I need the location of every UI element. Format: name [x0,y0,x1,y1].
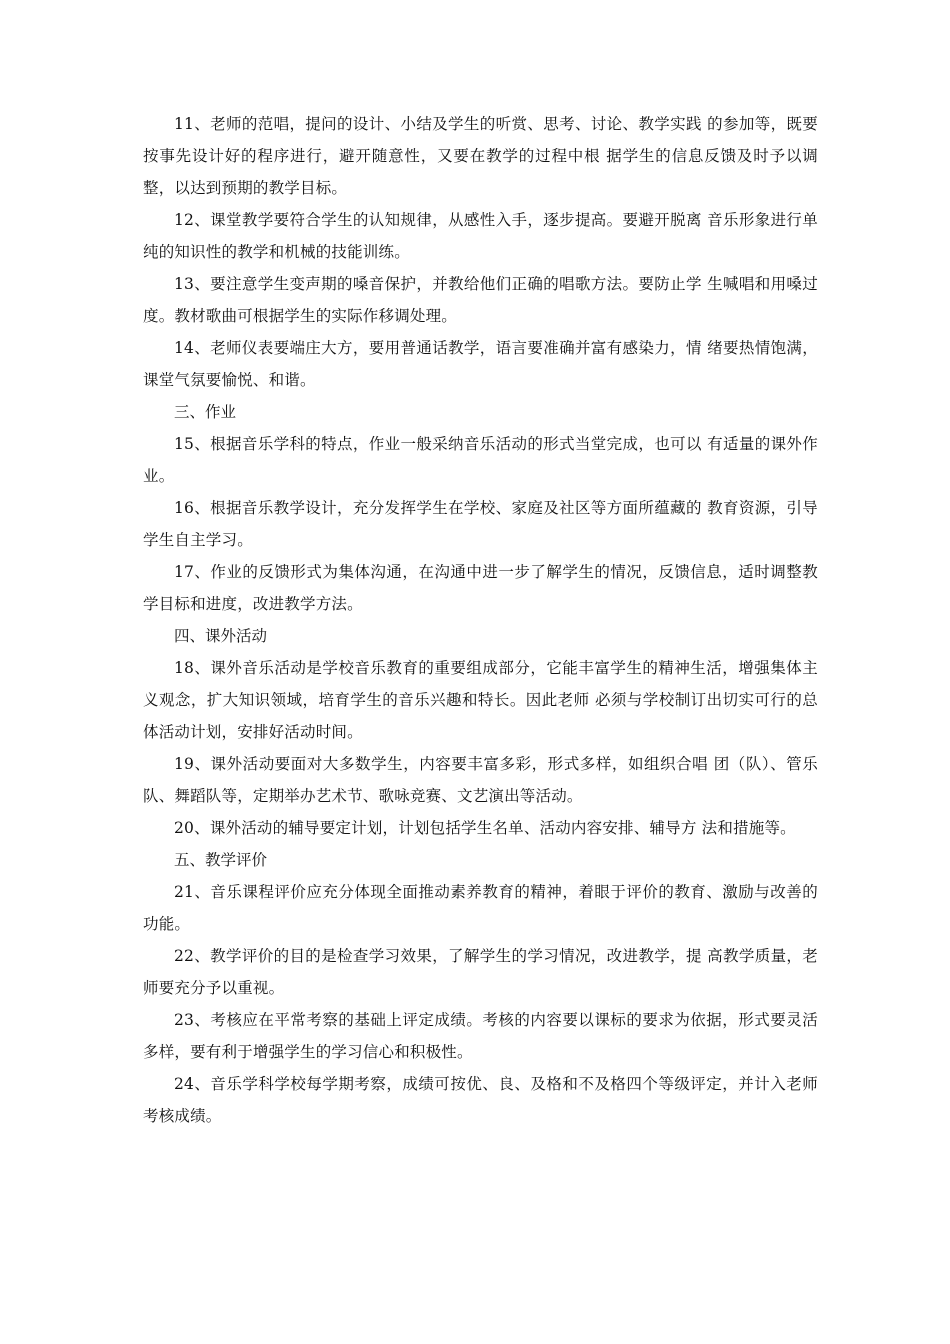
paragraph-24: 24、音乐学科学校每学期考察，成绩可按优、良、及格和不及格四个等级评定，并计入老师考核成绩。 [143,1075,818,1125]
paragraph-12: 12、课堂教学要符合学生的认知规律，从感性入手，逐步提高。要避开脱离 音乐形象进行单纯的知识性的教学和机械的技能训练。 [143,211,818,261]
paragraph-17: 17、作业的反馈形式为集体沟通，在沟通中进一步了解学生的情况，反馈信息，适时调整教学目标和进度，改进教学方法。 [143,563,818,613]
paragraph-11: 11、老师的范唱，提问的设计、小结及学生的听赏、思考、讨论、教学实践 的参加等，既要按事先设计好的程序进行，避开随意性，又要在教学的过程中根 据学生的信息反馈及时予以调整，以达到预期的教学目标。 [143,115,818,197]
paragraph-18: 18、课外音乐活动是学校音乐教育的重要组成部分，它能丰富学生的精神生活，增强集体主义观念，扩大知识领域，培育学生的音乐兴趣和特长。因此老师 必须与学校制订出切实可行的总体活动计划，安排好活动时间。 [143,659,818,741]
paragraph-21: 21、音乐课程评价应充分体现全面推动素养教育的精神，着眼于评价的教育、激励与改善的功能。 [143,883,818,933]
paragraph-16: 16、根据音乐教学设计，充分发挥学生在学校、家庭及社区等方面所蕴藏的 教育资源，引导学生自主学习。 [143,499,818,549]
paragraph-13: 13、要注意学生变声期的嗓音保护，并教给他们正确的唱歌方法。要防止学 生喊唱和用嗓过度。教材歌曲可根据学生的实际作移调处理。 [143,275,818,325]
section-heading-evaluation: 五、教学评价 [174,851,268,869]
section-heading-extracurricular: 四、课外活动 [174,627,268,645]
paragraph-20: 20、课外活动的辅导要定计划，计划包括学生名单、活动内容安排、辅导方 法和措施等。 [174,819,796,837]
paragraph-23: 23、考核应在平常考察的基础上评定成绩。考核的内容要以课标的要求为依据，形式要灵活多样，要有利于增强学生的学习信心和积极性。 [143,1011,818,1061]
paragraph-15: 15、根据音乐学科的特点，作业一般采纳音乐活动的形式当堂完成，也可以 有适量的课外作业。 [143,435,818,485]
section-heading-homework: 三、作业 [174,403,237,421]
paragraph-19: 19、课外活动要面对大多数学生，内容要丰富多彩，形式多样，如组织合唱 团（队）、管乐队、舞蹈队等，定期举办艺术节、歌咏竞赛、文艺演出等活动。 [143,755,818,805]
document-page [143,108,818,1132]
paragraph-22: 22、教学评价的目的是检查学习效果，了解学生的学习情况，改进教学，提 高教学质量，老师要充分予以重视。 [143,947,818,997]
paragraph-14: 14、老师仪表要端庄大方，要用普通话教学，语言要准确并富有感染力，情 绪要热情饱满，课堂气氛要愉悦、和谐。 [143,339,818,389]
